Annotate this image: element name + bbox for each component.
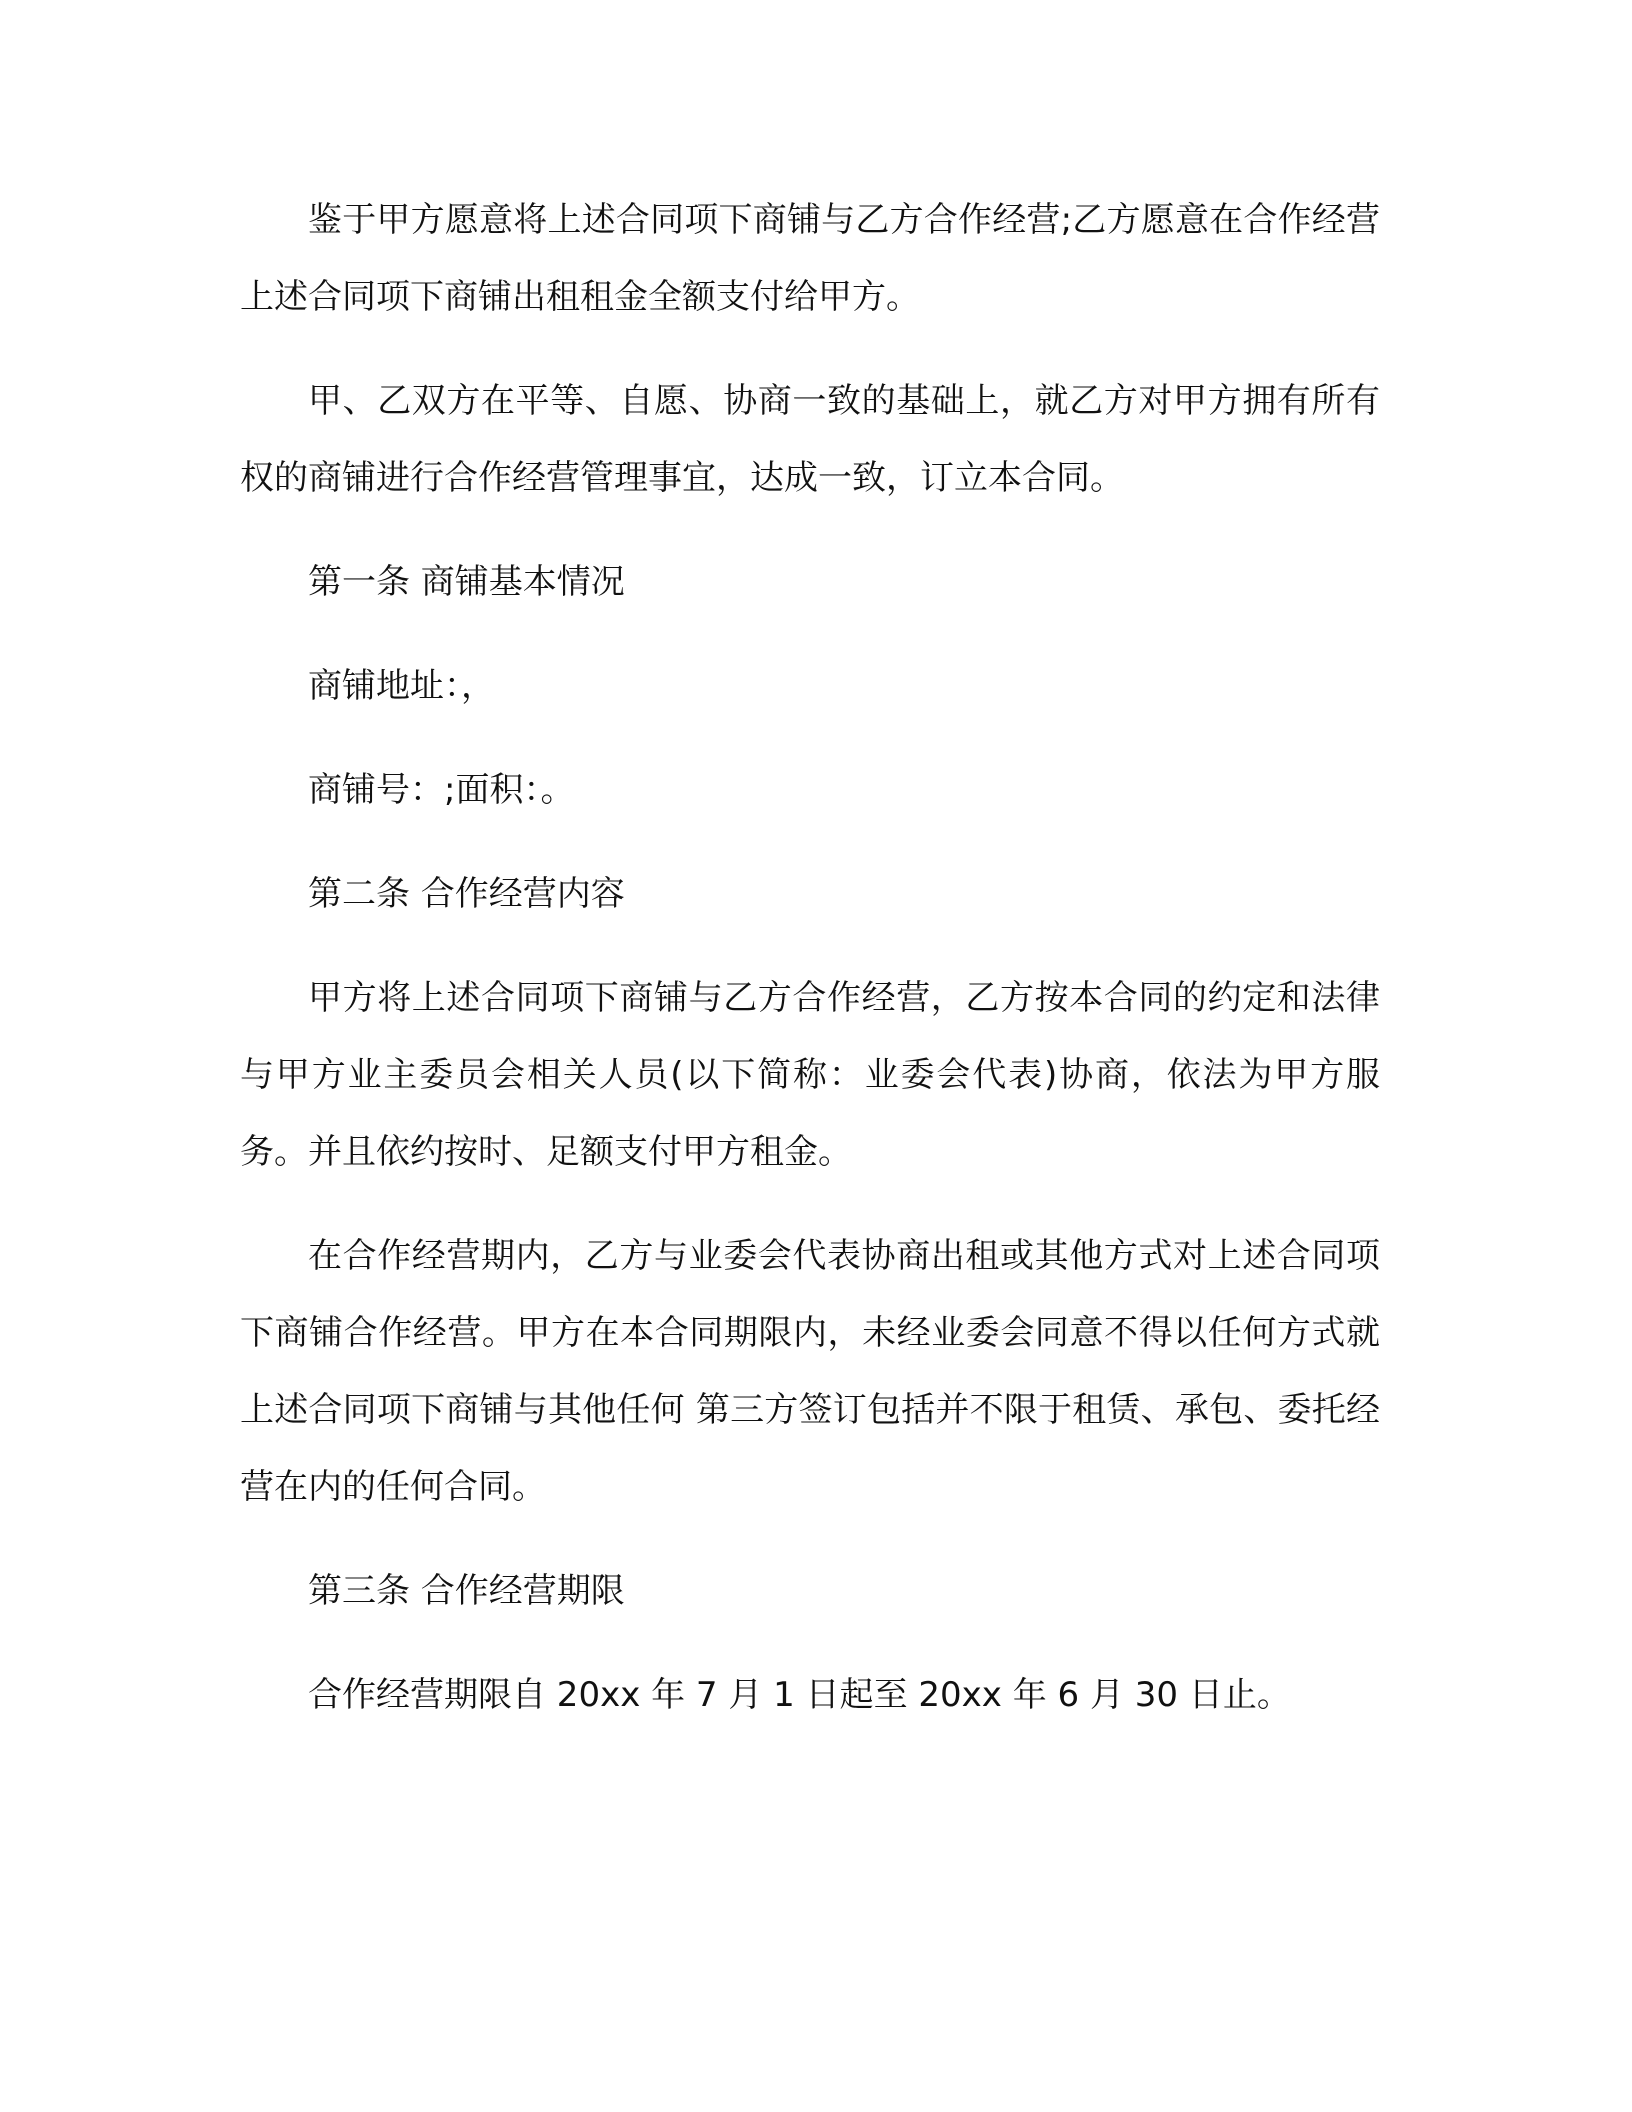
shop-address-line: 商铺地址：， — [308, 666, 495, 706]
article-2-heading: 第二条 合作经营内容 — [308, 874, 625, 914]
paragraph-article-2-content: 甲方将上述合同项下商铺与乙方合作经营，乙方按本合同的约定和法律与甲方业主委员会相关人员(以下简称：业委会代表)协商，依法为甲方服务。并且依约按时、足额支付甲方租金。 — [240, 978, 1380, 1172]
paragraph-preamble-1: 鉴于甲方愿意将上述合同项下商铺与乙方合作经营;乙方愿意在合作经营上述合同项下商铺出租租金全额支付给甲方。 — [240, 200, 1380, 317]
paragraph-preamble-2: 甲、乙双方在平等、自愿、协商一致的基础上，就乙方对甲方拥有所有权的商铺进行合作经营管理事宜，达成一致，订立本合同。 — [240, 381, 1380, 498]
article-1-heading: 第一条 商铺基本情况 — [308, 562, 625, 602]
paragraph-term-dates: 合作经营期限自 20xx 年 7 月 1 日起至 20xx 年 6 月 30 日止。 — [308, 1675, 1291, 1715]
document-body — [240, 182, 1380, 1761]
shop-number-area-line: 商铺号：;面积：。 — [308, 770, 575, 810]
paragraph-article-2-period: 在合作经营期内，乙方与业委会代表协商出租或其他方式对上述合同项下商铺合作经营。甲方在本合同期限内，未经业委会同意不得以任何方式就上述合同项下商铺与其他任何 第三方签订包括并不限于租赁、承包、委托经营在内的任何合同。 — [240, 1236, 1380, 1507]
article-3-heading: 第三条 合作经营期限 — [308, 1571, 625, 1611]
